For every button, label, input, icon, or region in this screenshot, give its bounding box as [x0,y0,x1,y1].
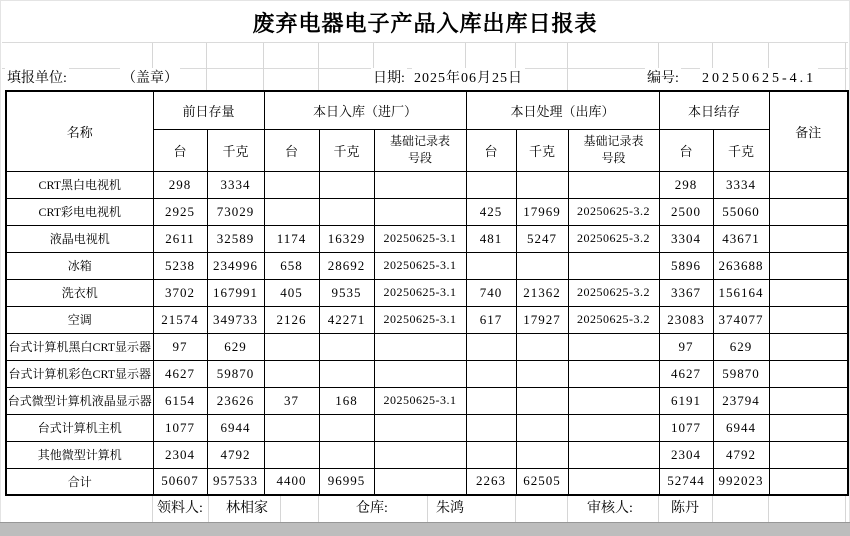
value-cell[interactable]: 20250625-3.1 [374,252,466,279]
record-header-text: 基础记录表号段 [583,133,644,165]
value-cell[interactable]: 16329 [319,225,374,252]
value-cell[interactable] [769,198,848,225]
value-cell[interactable]: 2611 [153,225,207,252]
value-cell[interactable]: 1077 [659,414,713,441]
value-cell[interactable]: 9535 [319,279,374,306]
product-row [6,387,848,414]
gridline [206,43,207,91]
value-cell[interactable] [466,360,516,387]
value-cell[interactable]: 97 [659,333,713,360]
gridline [427,496,428,522]
value-cell[interactable] [769,171,848,198]
value-cell[interactable]: 3702 [153,279,207,306]
value-cell[interactable]: 374077 [713,306,769,333]
report-unit-label: 填报单位: [5,68,69,90]
product-row [6,360,848,387]
value-cell[interactable]: 20250625-3.1 [374,225,466,252]
value-cell[interactable] [264,441,319,468]
value-cell[interactable] [319,441,374,468]
col-header-units: 台 [466,129,516,171]
col-header-kg: 千克 [713,129,769,171]
value-cell[interactable]: 23794 [713,387,769,414]
value-cell[interactable] [319,171,374,198]
product-name-cell[interactable]: 台式微型计算机液晶显示器 [6,387,153,414]
value-cell[interactable] [319,360,374,387]
col-header-balance: 本日结存 [659,91,769,129]
value-cell[interactable] [769,225,848,252]
value-cell[interactable]: 55060 [713,198,769,225]
value-cell[interactable]: 62505 [516,468,568,495]
value-cell[interactable]: 617 [466,306,516,333]
header-row-groups [6,91,848,129]
product-name-cell[interactable]: 洗衣机 [6,279,153,306]
value-cell[interactable]: 20250625-3.2 [568,198,659,225]
value-cell[interactable]: 263688 [713,252,769,279]
gridline [318,43,319,91]
value-cell[interactable]: 1077 [153,414,207,441]
code-label: 编号: [645,68,681,90]
value-cell[interactable]: 957533 [207,468,264,495]
value-cell[interactable] [769,387,848,414]
value-cell[interactable]: 43671 [713,225,769,252]
value-cell[interactable] [466,414,516,441]
product-name-cell[interactable]: CRT彩电电视机 [6,198,153,225]
gridline [712,496,713,522]
auditor-name[interactable]: 陈丹 [668,496,702,522]
value-cell[interactable]: 629 [713,333,769,360]
gridline [567,496,568,522]
value-cell[interactable]: 2304 [153,441,207,468]
gridline [658,496,659,522]
value-cell[interactable] [769,252,848,279]
value-cell[interactable]: 17969 [516,198,568,225]
warehouse-label: 仓库: [353,496,391,522]
value-cell[interactable]: 234996 [207,252,264,279]
value-cell[interactable]: 4792 [207,441,264,468]
value-cell[interactable]: 20250625-3.2 [568,225,659,252]
value-cell[interactable]: 298 [659,171,713,198]
value-cell[interactable]: 52744 [659,468,713,495]
value-cell[interactable] [374,333,466,360]
value-cell[interactable] [264,360,319,387]
value-cell[interactable]: 50607 [153,468,207,495]
col-header-kg: 千克 [516,129,568,171]
col-header-prev: 前日存量 [153,91,264,129]
gridline [567,43,568,91]
value-cell[interactable]: 6154 [153,387,207,414]
value-cell[interactable] [319,414,374,441]
gridline [208,496,209,522]
value-cell[interactable] [516,360,568,387]
gridline [768,496,769,522]
value-cell[interactable]: 17927 [516,306,568,333]
value-cell[interactable] [264,414,319,441]
value-cell[interactable] [568,441,659,468]
value-cell[interactable]: 349733 [207,306,264,333]
report-unit-seal: （盖章） [120,68,180,90]
product-row [6,198,848,225]
product-row [6,252,848,279]
value-cell[interactable] [374,468,466,495]
value-cell[interactable] [466,333,516,360]
value-cell[interactable]: 20250625-3.1 [374,387,466,414]
value-cell[interactable]: 5247 [516,225,568,252]
value-cell[interactable] [769,306,848,333]
picker-name[interactable]: 林相家 [223,496,271,522]
value-cell[interactable] [264,198,319,225]
value-cell[interactable] [516,333,568,360]
product-row [6,333,848,360]
value-cell[interactable] [568,387,659,414]
value-cell[interactable]: 2304 [659,441,713,468]
value-cell[interactable]: 629 [207,333,264,360]
table-body [6,171,848,495]
value-cell[interactable]: 21362 [516,279,568,306]
value-cell[interactable]: 2263 [466,468,516,495]
col-header-units: 台 [264,129,319,171]
value-cell[interactable]: 97 [153,333,207,360]
col-header-kg: 千克 [207,129,264,171]
record-header-text: 基础记录表号段 [390,133,451,165]
value-cell[interactable] [466,171,516,198]
value-cell[interactable]: 6191 [659,387,713,414]
value-cell[interactable] [769,468,848,495]
value-cell[interactable]: 481 [466,225,516,252]
product-name-cell[interactable]: 其他微型计算机 [6,441,153,468]
value-cell[interactable]: 298 [153,171,207,198]
col-header-remark: 备注 [769,91,848,171]
value-cell[interactable] [769,360,848,387]
product-row [6,414,848,441]
product-row [6,171,848,198]
value-cell[interactable]: 405 [264,279,319,306]
value-cell[interactable] [568,360,659,387]
auditor-label: 审核人: [584,496,636,522]
col-header-units: 台 [153,129,207,171]
value-cell[interactable]: 4400 [264,468,319,495]
report-table [5,90,849,496]
value-cell[interactable]: 740 [466,279,516,306]
value-cell[interactable]: 425 [466,198,516,225]
value-cell[interactable]: 992023 [713,468,769,495]
product-name-cell[interactable]: 液晶电视机 [6,225,153,252]
value-cell[interactable]: 42271 [319,306,374,333]
picker-label: 领料人: [154,496,206,522]
value-cell[interactable] [319,198,374,225]
value-cell[interactable]: 5238 [153,252,207,279]
value-cell[interactable]: 23083 [659,306,713,333]
value-cell[interactable]: 156164 [713,279,769,306]
value-cell[interactable]: 20250625-3.1 [374,279,466,306]
value-cell[interactable]: 59870 [713,360,769,387]
value-cell[interactable]: 2126 [264,306,319,333]
signature-row [0,496,850,522]
value-cell[interactable] [568,333,659,360]
value-cell[interactable] [516,252,568,279]
product-name-cell[interactable]: CRT黑白电视机 [6,171,153,198]
code-value[interactable]: 20250625-4.1 [700,68,818,90]
product-row [6,306,848,333]
value-cell[interactable] [769,441,848,468]
page-bottom-margin [0,522,850,536]
table-header [6,91,848,171]
value-cell[interactable] [466,441,516,468]
value-cell[interactable]: 4792 [713,441,769,468]
value-cell[interactable] [516,171,568,198]
col-header-kg: 千克 [319,129,374,171]
value-cell[interactable] [264,171,319,198]
gridline [263,43,264,91]
value-cell[interactable]: 20250625-3.1 [374,306,466,333]
col-header-name: 名称 [6,91,153,171]
product-name-cell[interactable]: 台式计算机黑白CRT显示器 [6,333,153,360]
product-row [6,279,848,306]
value-cell[interactable]: 3367 [659,279,713,306]
value-cell[interactable]: 28692 [319,252,374,279]
value-cell[interactable] [374,414,466,441]
gridline [515,496,516,522]
value-cell[interactable]: 3334 [713,171,769,198]
value-cell[interactable]: 32589 [207,225,264,252]
total-label-cell[interactable]: 合计 [6,468,153,495]
value-cell[interactable]: 167991 [207,279,264,306]
product-row [6,225,848,252]
value-cell[interactable] [568,252,659,279]
value-cell[interactable]: 2500 [659,198,713,225]
value-cell[interactable] [769,414,848,441]
value-cell[interactable] [374,441,466,468]
value-cell[interactable] [264,333,319,360]
product-name-cell[interactable]: 空调 [6,306,153,333]
value-cell[interactable]: 73029 [207,198,264,225]
value-cell[interactable] [466,387,516,414]
value-cell[interactable]: 20250625-3.2 [568,306,659,333]
date-label: 日期: [371,68,407,90]
product-row [6,441,848,468]
col-header-outbound: 本日处理（出库） [466,91,659,129]
value-cell[interactable] [568,171,659,198]
value-cell[interactable] [769,333,848,360]
report-title: 废弃电器电子产品入库出库日报表 [252,11,598,36]
value-cell[interactable] [374,198,466,225]
value-cell[interactable]: 96995 [319,468,374,495]
col-header-record [374,129,466,171]
gridline [318,496,319,522]
value-cell[interactable] [319,333,374,360]
warehouse-name[interactable]: 朱鸿 [433,496,467,522]
value-cell[interactable]: 59870 [207,360,264,387]
value-cell[interactable] [374,360,466,387]
col-header-inbound: 本日入库（进厂） [264,91,466,129]
value-cell[interactable] [374,171,466,198]
value-cell[interactable] [568,468,659,495]
value-cell[interactable]: 6944 [713,414,769,441]
value-cell[interactable] [516,441,568,468]
col-header-record [568,129,659,171]
gridline [845,43,846,91]
value-cell[interactable] [516,414,568,441]
value-cell[interactable]: 3334 [207,171,264,198]
product-name-cell[interactable]: 冰箱 [6,252,153,279]
product-name-cell[interactable]: 台式计算机彩色CRT显示器 [6,360,153,387]
value-cell[interactable]: 20250625-3.2 [568,279,659,306]
col-header-units: 台 [659,129,713,171]
gridline [845,496,846,522]
value-cell[interactable]: 3304 [659,225,713,252]
product-name-cell[interactable]: 台式计算机主机 [6,414,153,441]
gridline [280,496,281,522]
value-cell[interactable]: 168 [319,387,374,414]
value-cell[interactable]: 23626 [207,387,264,414]
value-cell[interactable]: 21574 [153,306,207,333]
date-value[interactable]: 2025年06月25日 [412,68,525,90]
value-cell[interactable]: 37 [264,387,319,414]
value-cell[interactable] [466,252,516,279]
value-cell[interactable]: 5896 [659,252,713,279]
value-cell[interactable]: 6944 [207,414,264,441]
total-row [6,468,848,495]
value-cell[interactable] [516,387,568,414]
value-cell[interactable]: 658 [264,252,319,279]
value-cell[interactable]: 1174 [264,225,319,252]
value-cell[interactable] [769,279,848,306]
value-cell[interactable]: 4627 [153,360,207,387]
value-cell[interactable] [568,414,659,441]
gridline [152,496,153,522]
value-cell[interactable]: 4627 [659,360,713,387]
value-cell[interactable]: 2925 [153,198,207,225]
